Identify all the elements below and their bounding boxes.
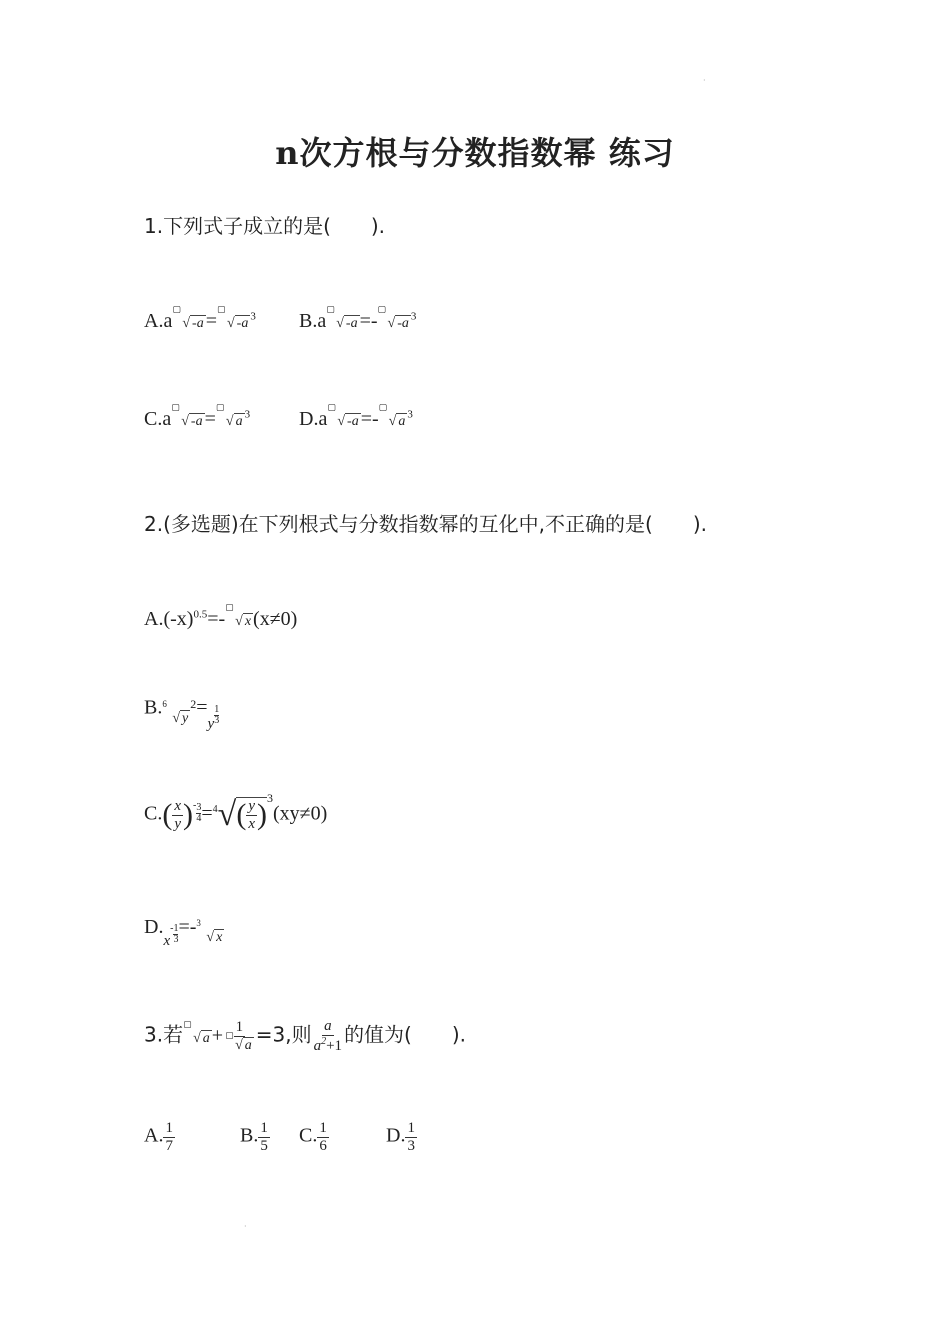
q3-option-d bbox=[386, 1120, 417, 1154]
radical: ▢ √ -a bbox=[326, 304, 358, 331]
q2-option-d: $D._x-$ $\frac{1}{3}$ =- 3 √ x bbox=[144, 916, 223, 949]
exponent: 3 bbox=[250, 310, 256, 323]
equals: = bbox=[201, 802, 213, 825]
q2-stem: 2.(多选题)在下列根式与分数指数幂的互化中,不正确的是( ). bbox=[144, 512, 708, 536]
coef: a bbox=[317, 310, 327, 332]
option-label: B. bbox=[299, 310, 318, 332]
q1-option-c bbox=[144, 402, 251, 431]
q3-option-c bbox=[299, 1120, 329, 1154]
exponent: 2 bbox=[190, 697, 197, 711]
page-title bbox=[0, 128, 950, 174]
option-label: A. bbox=[144, 608, 164, 630]
condition: (x≠0) bbox=[253, 608, 298, 630]
condition: (xy≠0) bbox=[272, 802, 328, 825]
radical: ▢ √ -a bbox=[216, 304, 249, 331]
option-label: D. bbox=[386, 1124, 406, 1147]
option-label: D. bbox=[299, 408, 319, 430]
equals: = bbox=[204, 408, 216, 430]
equals: =- bbox=[178, 916, 197, 938]
option-label: C. bbox=[299, 1124, 318, 1147]
coef: a bbox=[318, 408, 328, 430]
title-n: n bbox=[275, 134, 300, 172]
title-text: 次方根与分数指数幂 练习 bbox=[299, 134, 675, 172]
option-label: C. bbox=[144, 408, 163, 430]
base: y bbox=[207, 715, 215, 732]
q1-options-row2 bbox=[144, 402, 844, 438]
option-label: B. bbox=[144, 696, 163, 719]
q1-options-row1 bbox=[144, 304, 844, 340]
q1-stem: 1.下列式子成立的是( ). bbox=[144, 214, 386, 238]
fraction: 1 ▢ √ a bbox=[225, 1019, 252, 1053]
fraction: $\frac{1}{6}$ bbox=[319, 1120, 327, 1154]
radical: ▢ √ -a bbox=[327, 402, 359, 429]
fraction: $\frac{a}{a^2+1}$ bbox=[313, 1018, 343, 1054]
exponent: 3 bbox=[410, 310, 417, 323]
option-label: D. bbox=[144, 916, 164, 938]
q3-stem: 3.若 ▢ √ a + 1 ▢ √ a =3,则 $\frac{a}{a^2+1}$ 的值为( ). bbox=[144, 1018, 467, 1054]
q1-option-a bbox=[144, 304, 256, 333]
root-index: 4 bbox=[212, 803, 218, 815]
q1-option-d bbox=[299, 402, 413, 431]
base: (-x) bbox=[163, 608, 194, 630]
coef: a bbox=[162, 408, 172, 430]
q2-option-a bbox=[144, 602, 298, 631]
exponent: 3 bbox=[244, 408, 251, 421]
equals: =- bbox=[207, 608, 226, 630]
fraction: $\frac{x}{y}$ bbox=[174, 798, 182, 832]
fraction: $\frac{y}{x}$ bbox=[248, 798, 255, 832]
exponent: 3 bbox=[266, 790, 273, 805]
coef: a bbox=[163, 310, 173, 332]
q3-options bbox=[144, 1120, 544, 1164]
q1-option-b bbox=[299, 304, 417, 333]
fraction: $\frac{1}{3}$ bbox=[407, 1120, 415, 1154]
fraction: $\frac{1}{7}$ bbox=[165, 1120, 173, 1154]
q3-option-a bbox=[144, 1120, 175, 1154]
equals: =- bbox=[359, 310, 378, 332]
base: x bbox=[163, 933, 171, 949]
option-label: B. bbox=[240, 1124, 259, 1147]
radical: ▢ √ -a bbox=[171, 402, 203, 429]
equals: = bbox=[205, 310, 217, 332]
fraction-exponent: $\frac{1}{3}$ bbox=[173, 923, 179, 945]
radical: ▢ √ a bbox=[215, 402, 243, 429]
fraction: $\frac{1}{5}$ bbox=[260, 1120, 268, 1154]
radical: 6 √ y bbox=[162, 698, 189, 726]
option-label: C. bbox=[144, 802, 163, 825]
radical: ▢ √ x bbox=[225, 602, 252, 629]
q2-option-c: C.( $\frac{x}{y}$ )- $\frac{3}{4}$ =$^4$√( $\frac{y}{x}$ )$^3$(xy≠0) bbox=[144, 790, 328, 833]
q2-option-b bbox=[144, 695, 219, 745]
radical: ▢ √ -a bbox=[377, 304, 409, 331]
exponent: 0.5 bbox=[193, 608, 208, 621]
radical: ▢ √ a bbox=[225, 1029, 252, 1053]
radical: ▢ √ -a bbox=[172, 304, 204, 331]
fraction-exponent: $\frac{3}{4}$ bbox=[196, 801, 202, 824]
equals: =- bbox=[360, 408, 379, 430]
option-label: A. bbox=[144, 1124, 164, 1147]
scan-dot: · bbox=[703, 76, 706, 85]
scan-dot: · bbox=[244, 1222, 247, 1231]
radical: ▢ √ a bbox=[183, 1018, 210, 1046]
fraction-exponent: $\frac{1}{3}$ bbox=[214, 703, 220, 726]
equals: = bbox=[196, 696, 208, 719]
option-label: A. bbox=[144, 310, 164, 332]
q3-option-b bbox=[240, 1120, 270, 1154]
radical: ▢ √ a bbox=[378, 402, 406, 429]
radical: 3 √ x bbox=[196, 918, 223, 945]
exponent: 3 bbox=[407, 408, 413, 421]
